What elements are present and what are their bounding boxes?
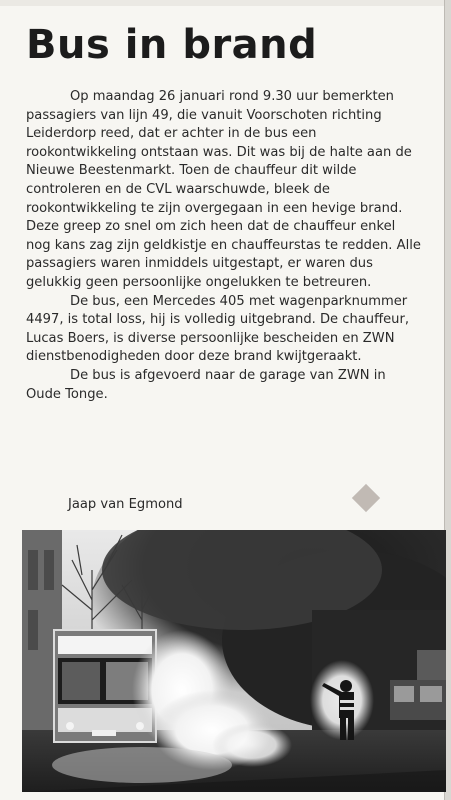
article-paragraph-1: Op maandag 26 januari rond 9.30 uur bemerkten passagiers van lijn 49, die vanuit Voorschoten richting Leiderdorp reed, dat er achter in de bus een rookontwikkeling ontstaan was. Dit was bij de halte aan de Nieuwe Beestenmarkt. Toen de chauffeur dit wilde controleren en de CVL waarschuwde, bleek de rookontwikkeling te zijn overgegaan in een hevige brand. Deze greep zo snel om zich heen dat de chauffeur enkel nog kans zag zijn geldkistje en chauffeurstas te redden. Alle passagiers waren inmiddels uitgestapt, er waren dus gelukkig geen persoonlijke ongelukken te betreuren. — [26, 89, 421, 290]
paper-top-edge — [0, 0, 451, 6]
article-body — [26, 88, 421, 404]
decorative-diamond — [352, 484, 380, 512]
article-title: Bus in brand — [26, 22, 318, 68]
article-paragraph-3: De bus is afgevoerd naar de garage van ZWN in Oude Tonge. — [26, 367, 386, 402]
burning-bus-photo — [22, 530, 446, 792]
article-author: Jaap van Egmond — [68, 497, 183, 512]
article-paragraph-2: De bus, een Mercedes 405 met wagenparknummer 4497, is total loss, hij is volledig uitgebrand. De chauffeur, Lucas Boers, is diverse persoonlijke bescheiden en ZWN dienstbenodigheden door deze brand kwijtgeraakt. — [26, 293, 409, 365]
